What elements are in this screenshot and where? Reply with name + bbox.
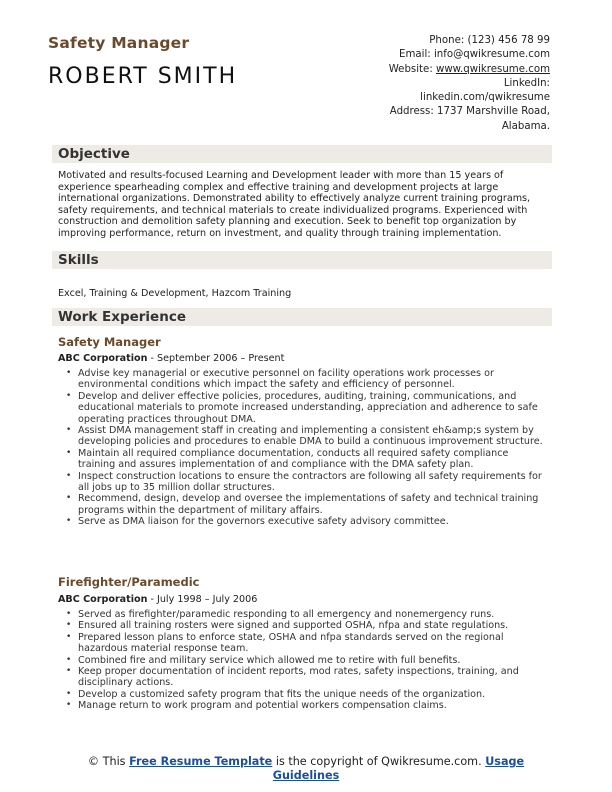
list-item: • Develop a customized safety program that fits the unique needs of the organization. <box>58 689 548 700</box>
contact-email: Email: info@qwikresume.com <box>399 49 550 61</box>
skills-text: Excel, Training & Development, Hazcom Training <box>58 288 292 299</box>
job-company-line <box>58 353 284 364</box>
list-item: • Serve as DMA liaison for the governors executive safety advisory committee. <box>58 516 548 527</box>
job-company-line <box>58 594 257 605</box>
job-role: Firefighter/Paramedic <box>58 575 200 589</box>
contact-linkedin-url: linkedin.com/qwikresume <box>420 92 550 104</box>
job-role: Safety Manager <box>58 335 161 349</box>
website-label: Website: <box>388 63 436 75</box>
objective-heading: Objective <box>58 146 130 162</box>
guidelines-link[interactable]: Guidelines <box>272 769 340 782</box>
list-item: • Manage return to work program and potential workers compensation claims. <box>58 700 548 711</box>
job-bullets <box>58 368 548 528</box>
skills-section-bar <box>52 251 552 269</box>
list-item: • Advise key managerial or executive personnel on facility operations work processes or environmental conditions which impact the safety and efficiency of personnel. <box>58 368 548 391</box>
usage-link[interactable]: Usage <box>485 755 525 768</box>
skills-heading: Skills <box>58 252 99 268</box>
list-item: • Recommend, design, develop and oversee the implementations of safety and technical training programs within the department of military affairs. <box>58 493 548 516</box>
footer-middle: is the copyright of Qwikresume.com. <box>272 755 486 768</box>
list-item: • Prepared lesson plans to enforce state, OSHA and nfpa standards served on the regional hazardous material response team. <box>58 632 548 655</box>
list-item: • Ensured all training rosters were signed and supported OSHA, nfpa and state regulations. <box>58 620 548 631</box>
contact-phone: Phone: (123) 456 78 99 <box>429 35 550 46</box>
job-bullets <box>58 609 548 712</box>
job-dates: - July 1998 – July 2006 <box>147 594 258 605</box>
work-heading: Work Experience <box>58 309 186 325</box>
website-link[interactable]: www.qwikresume.com <box>435 63 550 75</box>
list-item: • Keep proper documentation of incident reports, mod rates, safety inspections, training, and disciplinary actions. <box>58 666 548 689</box>
footer-prefix: © This <box>87 755 130 768</box>
contact-address-line2: Alabama. <box>501 120 550 132</box>
list-item: • Maintain all required compliance documentation, conducts all required safety compliance training and assures implementation of and compliance with the DMA safety plan. <box>58 448 548 471</box>
candidate-name: ROBERT SMITH <box>48 64 238 89</box>
footer-copyright <box>0 755 612 783</box>
company-name: ABC Corporation <box>58 594 148 605</box>
job-dates: - September 2006 – Present <box>147 353 285 364</box>
contact-block <box>290 34 550 134</box>
contact-address: Address: 1737 Marshville Road, <box>389 106 550 118</box>
job-title: Safety Manager <box>48 34 190 52</box>
list-item: • Served as firefighter/paramedic responding to all emergency and nonemergency runs. <box>58 609 548 620</box>
list-item: • Assist DMA management staff in creating and implementing a consistent eh&amp;s system by developing policies and procedures to enable DMA to build a continuous improvement structure. <box>58 425 548 448</box>
contact-linkedin-label: LinkedIn: <box>503 77 550 89</box>
objective-text: Motivated and results-focused Learning and Development leader with more than 15 years of experience spearheading complex and effective training and development projects at large international organizations. Demonstrated ability to effectively analyze current training programs, safety requirements, and technical materials to create individualized programs. Experienced with construction and demolition safety planning and execution. Seek to benefit top organization by improving performance, return on investment, and quality through training implementation. <box>58 170 531 239</box>
company-name: ABC Corporation <box>58 353 148 364</box>
list-item: • Inspect construction locations to ensure the contractors are following all safety requirements for all jobs up to 35 million dollar structures. <box>58 471 548 494</box>
free-resume-template-link[interactable]: Free Resume Template <box>129 755 273 768</box>
list-item: • Develop and deliver effective policies, procedures, auditing, training, communications, and educational materials to promote increased understanding, appreciation and adherence to safe operating practices throughout DMA. <box>58 391 548 425</box>
list-item: • Combined fire and military service which allowed me to retire with full benefits. <box>58 655 548 666</box>
contact-website <box>290 63 550 77</box>
